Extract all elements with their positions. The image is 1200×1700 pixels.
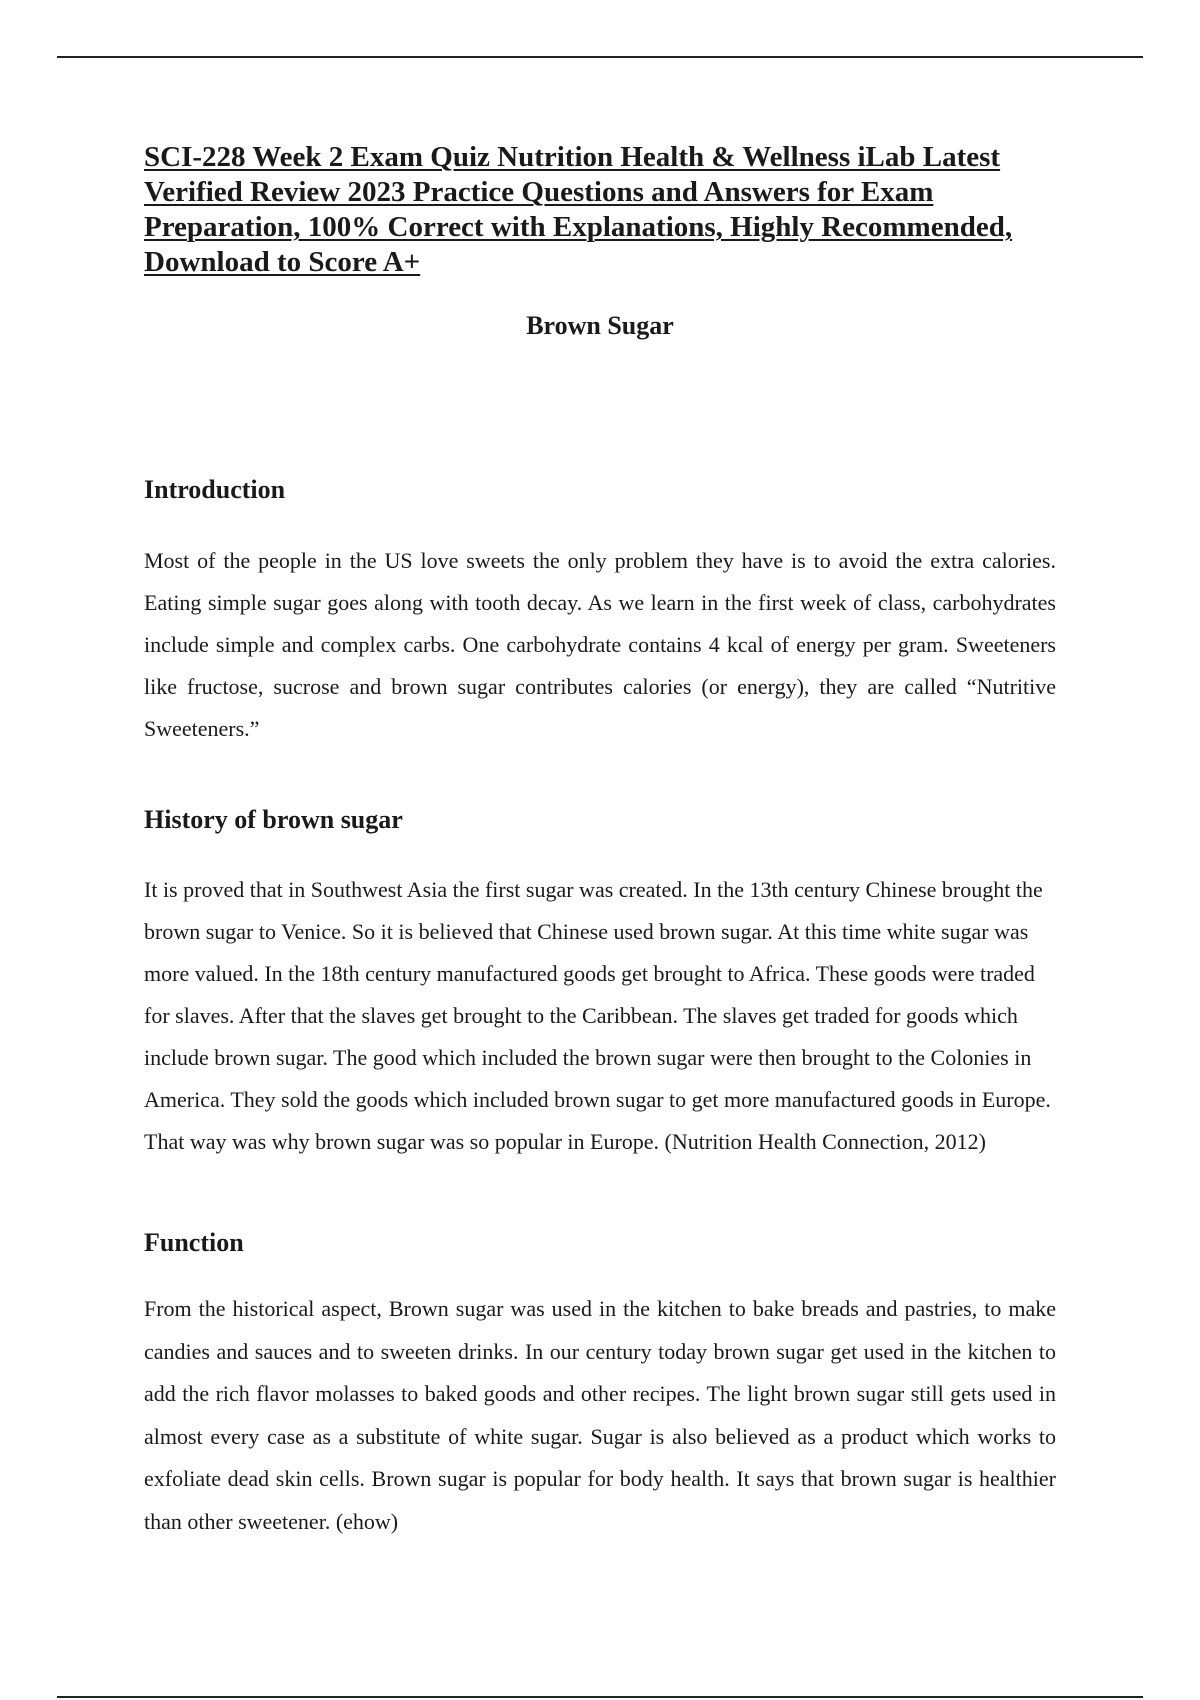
bottom-rule bbox=[57, 1696, 1143, 1698]
section-body-history: It is proved that in Southwest Asia the first sugar was created. In the 13th century Chinese brought the brown sugar to Venice. So it is believed that Chinese used brown sugar. At this time white sugar was more valued. In the 18th century manufactured goods get brought to Africa. These goods were traded for slaves. After that the slaves get brought to the Caribbean. The slaves get traded for goods which include brown sugar. The good which included the brown sugar were then brought to the Colonies in America. They sold the goods which included brown sugar to get more manufactured goods in Europe. That way was why brown sugar was so popular in Europe. (Nutrition Health Connection, 2012) bbox=[144, 877, 1051, 1154]
section-heading-function: Function bbox=[144, 1228, 244, 1257]
section-heading-history: History of brown sugar bbox=[144, 805, 403, 834]
document-title: SCI-228 Week 2 Exam Quiz Nutrition Health & Wellness iLab Latest Verified Review 2023 Practice Questions and Answers for Exam Preparation, 100% Correct with Explanations, Highly Recommended, Download to Score A+ bbox=[144, 141, 1013, 278]
document-subtitle: Brown Sugar bbox=[526, 311, 674, 340]
section-heading-introduction: Introduction bbox=[144, 475, 286, 504]
section-body-introduction: Most of the people in the US love sweets the only problem they have is to avoid the extra calories. Eating simple sugar goes along with tooth decay. As we learn in the first week of class, carbohydrates include simple and complex carbs. One carbohydrate contains 4 kcal of energy per gram. Sweeteners like fructose, sucrose and brown sugar contributes calories (or energy), they are called “Nutritive Sweeteners.” bbox=[144, 548, 1056, 741]
section-body-function: From the historical aspect, Brown sugar was used in the kitchen to bake breads and pastries, to make candies and sauces and to sweeten drinks. In our century today brown sugar get used in the kitchen to add the rich flavor molasses to baked goods and other recipes. The light brown sugar still gets used in almost every case as a substitute of white sugar. Sugar is also believed as a product which works to exfoliate dead skin cells. Brown sugar is popular for body health. It says that brown sugar is healthier than other sweetener. (ehow) bbox=[144, 1296, 1056, 1534]
top-rule bbox=[57, 56, 1143, 58]
